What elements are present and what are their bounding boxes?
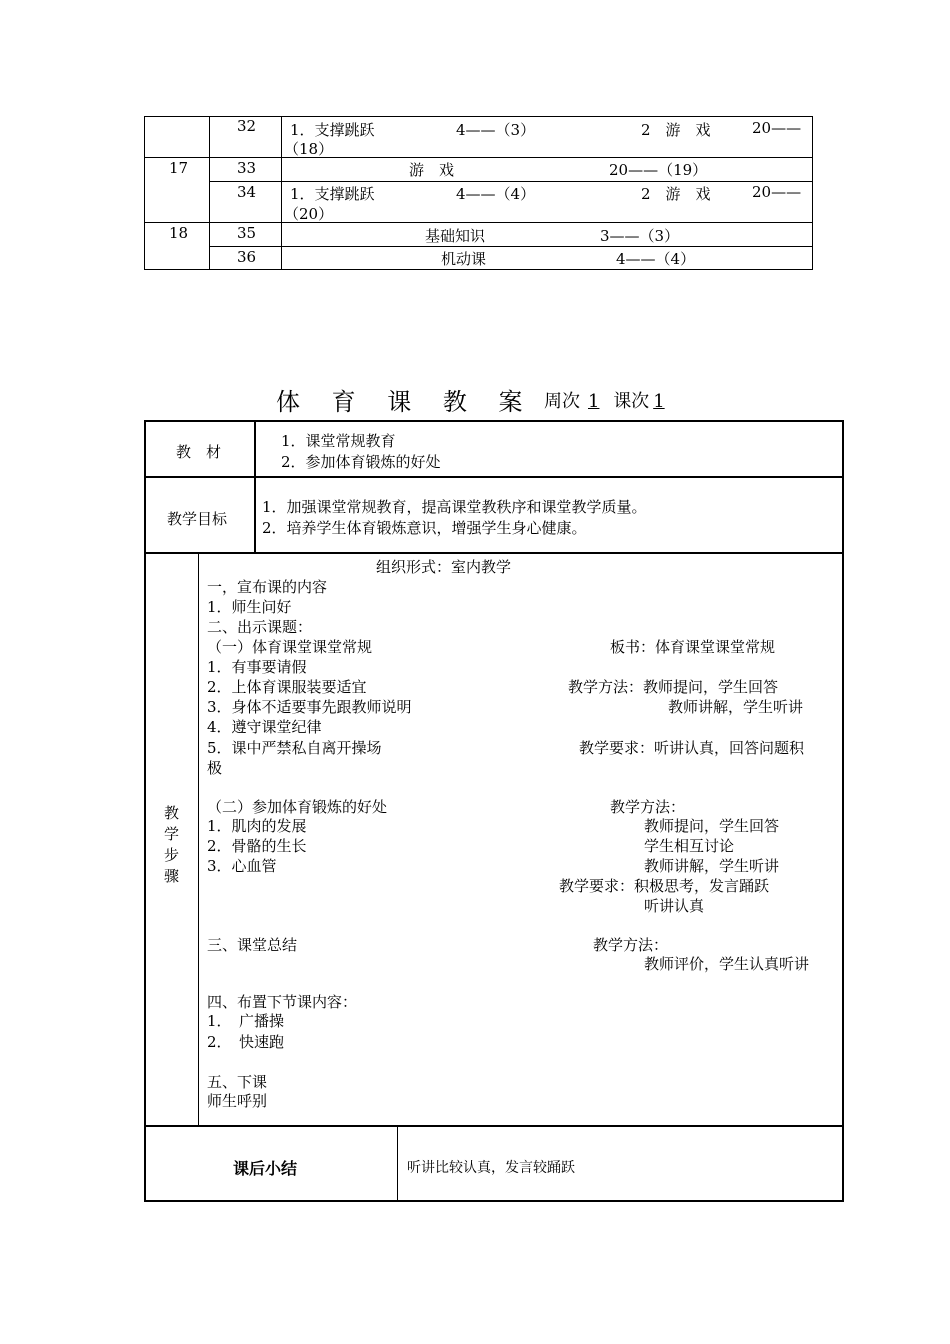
step-line: 极 <box>207 759 223 777</box>
method-line: 板书：体育课堂课堂常规 <box>610 638 776 656</box>
steps-label-char: 步 <box>164 846 180 864</box>
schedule-hours-wrap: （18） <box>284 140 334 158</box>
schedule-week-18: 18 <box>169 224 189 242</box>
schedule-hours: 4——（3） <box>456 121 536 139</box>
method-line: 教学方法： <box>610 798 686 816</box>
schedule-lesson-34: 34 <box>237 183 257 201</box>
summary-label: 课后小结 <box>233 1159 298 1178</box>
step-line: 4．遵守课堂纪律 <box>207 718 322 736</box>
schedule-content: 2 游 戏 <box>641 121 711 139</box>
method-line: 教学要求：积极思考，发言踊跃 <box>559 877 770 895</box>
step-line: 师生呼别 <box>207 1092 268 1110</box>
schedule-content: 基础知识 <box>425 227 486 245</box>
schedule-lesson-33: 33 <box>237 159 257 177</box>
schedule-hours-wrap: （20） <box>284 205 334 223</box>
schedule-hours: 4——（4） <box>456 185 536 203</box>
goal-item: 1．加强课堂常规教育，提高课堂教秩序和课堂教学质量。 <box>262 498 647 516</box>
method-line: 教学方法：教师提问，学生回答 <box>568 678 779 696</box>
step-line: 1． 广播操 <box>207 1012 285 1030</box>
method-line: 教师讲解，学生听讲 <box>668 698 804 716</box>
step-line: 五、下课 <box>207 1073 268 1091</box>
step-line: 四、布置下节课内容： <box>207 993 358 1011</box>
step-line: 一，宣布课的内容 <box>207 578 328 596</box>
schedule-hours: 3——（3） <box>600 227 680 245</box>
schedule-content: 2 游 戏 <box>641 185 711 203</box>
schedule-hours: 20——（19） <box>609 161 708 179</box>
summary-text: 听讲比较认真，发言较踊跃 <box>407 1160 575 1176</box>
method-line: 听讲认真 <box>644 897 705 915</box>
steps-label-char: 教 <box>164 804 180 822</box>
schedule-content: 游 戏 <box>409 161 455 179</box>
page-title: 体 育 课 教 案 <box>276 388 535 416</box>
lesson-value: 1 <box>653 391 665 412</box>
goal-item: 2．培养学生体育锻炼意识，增强学生身心健康。 <box>262 519 587 537</box>
step-line: 1．有事要请假 <box>207 658 307 676</box>
step-line: 三、课堂总结 <box>207 936 298 954</box>
method-line: 教学方法： <box>593 936 669 954</box>
material-item: 2．参加体育锻炼的好处 <box>281 453 441 471</box>
steps-label <box>164 803 184 887</box>
method-line: 学生相互讨论 <box>644 837 735 855</box>
step-line: 1．师生问好 <box>207 598 292 616</box>
week-lesson-info <box>544 387 669 413</box>
week-value: 1 <box>588 391 600 412</box>
step-line: （二）参加体育锻炼的好处 <box>207 798 388 816</box>
step-line: 3．身体不适要事先跟教师说明 <box>207 698 412 716</box>
step-line: 2．骨骼的生长 <box>207 837 307 855</box>
method-line: 教师讲解，学生听讲 <box>644 857 780 875</box>
schedule-content: 机动课 <box>441 250 487 268</box>
goal-label: 教学目标 <box>167 510 228 528</box>
schedule-lesson-36: 36 <box>237 248 257 266</box>
week-label: 周次 <box>544 391 580 412</box>
steps-label-char: 骤 <box>164 867 180 885</box>
material-label: 教 材 <box>176 443 222 461</box>
schedule-content: 1．支撑跳跃 <box>290 121 375 139</box>
schedule-lesson-35: 35 <box>237 224 257 242</box>
method-line: 教师评价，学生认真听讲 <box>644 955 810 973</box>
method-line: 教师提问，学生回答 <box>644 817 780 835</box>
method-line: 教学要求：听讲认真，回答问题积 <box>579 739 805 757</box>
schedule-lesson-32: 32 <box>237 117 257 135</box>
step-line: 二、出示课题： <box>207 618 313 636</box>
step-line: 1．肌肉的发展 <box>207 817 307 835</box>
schedule-week-17: 17 <box>169 159 189 177</box>
step-line: 2． 快速跑 <box>207 1033 285 1051</box>
schedule-hours: 20—— <box>752 119 802 137</box>
org-form: 组织形式：室内教学 <box>376 558 512 576</box>
step-line: 5．课中严禁私自离开操场 <box>207 739 382 757</box>
material-item: 1．课堂常规教育 <box>281 432 396 450</box>
steps-label-char: 学 <box>164 825 180 843</box>
lesson-label: 课次 <box>613 391 650 412</box>
step-line: （一）体育课堂课堂常规 <box>207 638 373 656</box>
schedule-hours: 20—— <box>752 183 802 201</box>
schedule-content: 1．支撑跳跃 <box>290 185 375 203</box>
schedule-hours: 4——（4） <box>616 250 696 268</box>
step-line: 2．上体育课服装要适宜 <box>207 678 367 696</box>
step-line: 3．心血管 <box>207 857 277 875</box>
